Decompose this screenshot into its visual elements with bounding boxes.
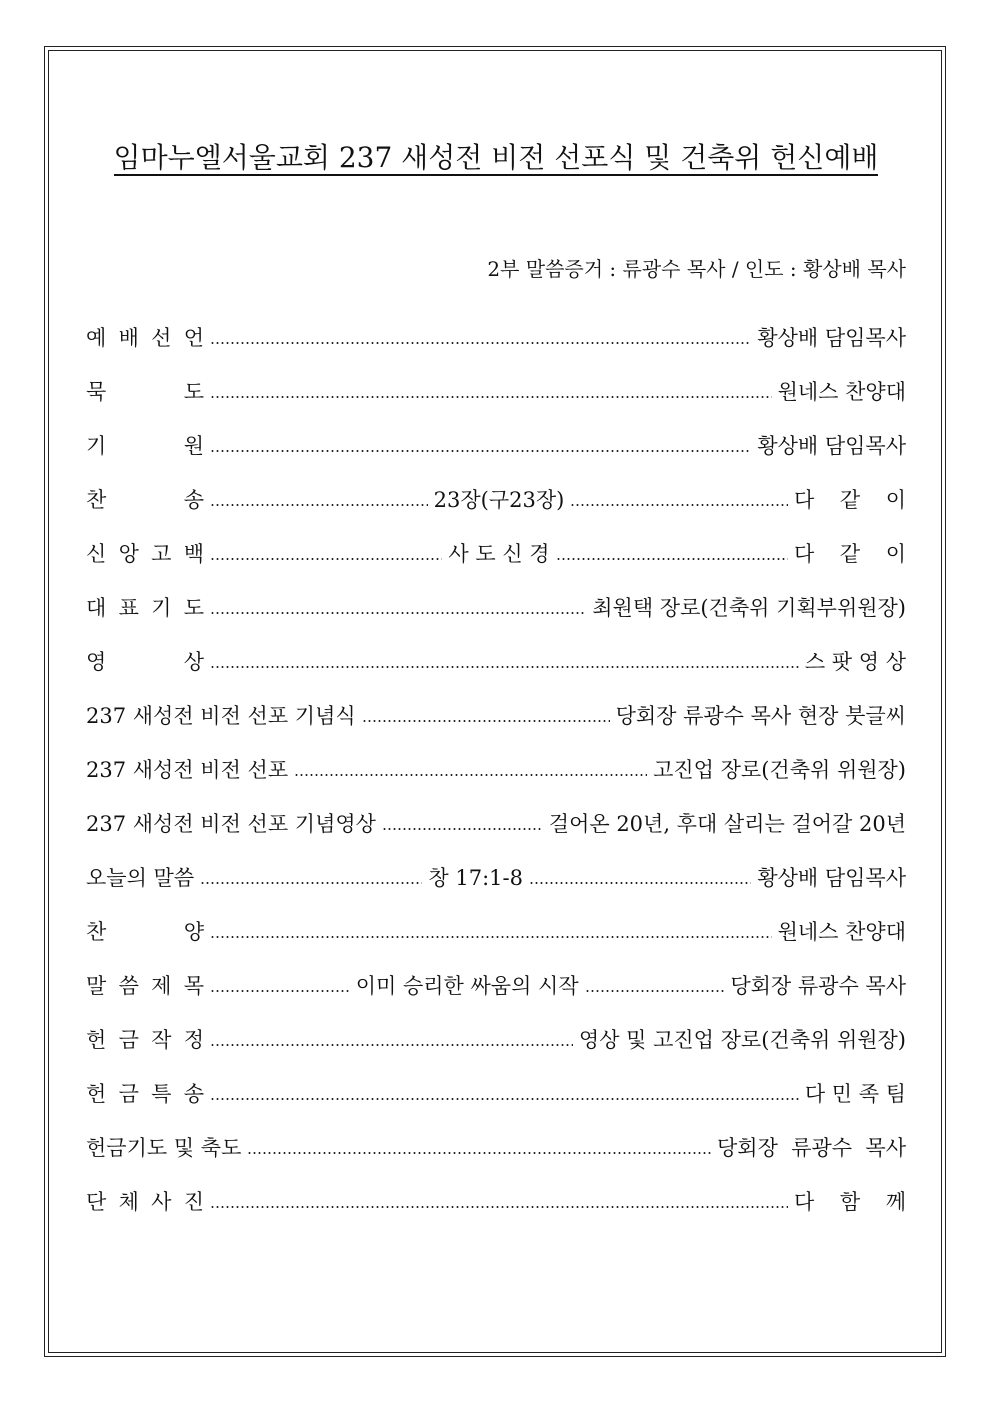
program-value: 고진업 장로(건축위 위원장) xyxy=(653,758,906,782)
label-char: 특 xyxy=(151,1082,172,1106)
dot-leader xyxy=(382,828,543,830)
program-item-todays-word xyxy=(86,858,906,898)
program-value: 황상배 담임목사 xyxy=(757,326,906,350)
dot-leader xyxy=(210,396,772,398)
program-detail: 창 17:1-8 xyxy=(428,866,523,890)
dot-leader xyxy=(210,666,799,668)
label-char: 작 xyxy=(151,1028,172,1052)
program-label xyxy=(86,426,204,466)
program-value: 다 같 이 xyxy=(793,542,916,566)
label-char: 금 xyxy=(118,1028,139,1052)
label-char: 기 xyxy=(151,596,172,620)
label-char: 금 xyxy=(118,1082,139,1106)
program-label: 237 새성전 비전 선포 기념식 xyxy=(86,704,356,728)
label-char: 씀 xyxy=(118,974,139,998)
dot-leader xyxy=(247,1152,711,1154)
program-item-vision-ceremony xyxy=(86,696,906,736)
label-char: 언 xyxy=(183,326,204,350)
program-value: 황상배 담임목사 xyxy=(757,434,906,458)
program-value: 최원택 장로(건축위 기획부위원장) xyxy=(592,596,906,620)
program-value: 원네스 찬양대 xyxy=(777,380,906,404)
program-item-sermon-title xyxy=(86,966,906,1006)
program-label xyxy=(86,642,204,682)
program-label xyxy=(86,966,204,1006)
dot-leader xyxy=(529,882,751,884)
dot-leader xyxy=(200,882,422,884)
program-label: 오늘의 말씀 xyxy=(86,866,195,890)
label-char: 송 xyxy=(183,1082,204,1106)
program-item-worship-declaration xyxy=(86,318,906,358)
label-char: 단 xyxy=(86,1190,107,1214)
label-char: 대 xyxy=(86,596,107,620)
program-item-video xyxy=(86,642,906,682)
label-char: 송 xyxy=(183,488,204,512)
program-value: 원네스 찬양대 xyxy=(777,920,906,944)
program-label: 237 새성전 비전 선포 xyxy=(86,758,289,782)
program-value: 당회장 류광수 목사 현장 붓글씨 xyxy=(615,704,906,728)
label-char: 배 xyxy=(118,326,139,350)
program-label xyxy=(86,372,204,412)
program-detail: 23장(구23장) xyxy=(433,488,565,512)
dot-leader xyxy=(210,1098,799,1100)
program-value: 다 같 이 xyxy=(793,488,916,512)
program-item-silent-prayer xyxy=(86,372,906,412)
dot-leader xyxy=(210,342,751,344)
label-char: 선 xyxy=(151,326,172,350)
label-char: 헌 xyxy=(86,1082,107,1106)
label-char: 표 xyxy=(118,596,139,620)
label-char: 기 xyxy=(86,434,107,458)
program-label xyxy=(86,1020,204,1060)
program-label xyxy=(86,912,204,952)
program-label xyxy=(86,1182,204,1222)
label-char: 진 xyxy=(183,1190,204,1214)
program-item-vision-video xyxy=(86,804,906,844)
dot-leader xyxy=(210,450,751,452)
program-value: 다 함 께 xyxy=(793,1190,916,1214)
label-char: 정 xyxy=(183,1028,204,1052)
label-char: 목 xyxy=(183,974,204,998)
label-char: 신 xyxy=(86,542,107,566)
program-detail: 사 도 신 경 xyxy=(448,542,550,566)
program-value: 당회장 류광수 목사 xyxy=(717,1136,906,1160)
program-item-offering-special-song xyxy=(86,1074,906,1114)
label-char: 도 xyxy=(183,596,204,620)
program-item-representative-prayer xyxy=(86,588,906,628)
label-char: 고 xyxy=(151,542,172,566)
label-char: 예 xyxy=(86,326,107,350)
dot-leader xyxy=(210,1206,788,1208)
program-item-vision-declaration xyxy=(86,750,906,790)
label-char: 체 xyxy=(118,1190,139,1214)
document-title: 임마누엘서울교회 237 새성전 비전 선포식 및 건축위 헌신예배 xyxy=(113,141,879,174)
program-value: 스 팟 영 상 xyxy=(804,650,906,674)
program-item-offering-pledge xyxy=(86,1020,906,1060)
dot-leader xyxy=(556,558,788,560)
program-value: 영상 및 고진업 장로(건축위 위원장) xyxy=(578,1028,906,1052)
label-char: 도 xyxy=(183,380,204,404)
program-item-invocation xyxy=(86,426,906,466)
program-item-offering-prayer-benediction xyxy=(86,1128,906,1168)
dot-leader xyxy=(570,504,788,506)
label-char: 헌 xyxy=(86,1028,107,1052)
program-label xyxy=(86,588,204,628)
dot-leader xyxy=(210,1044,573,1046)
label-char: 백 xyxy=(183,542,204,566)
program-label xyxy=(86,1074,204,1114)
program-item-praise xyxy=(86,912,906,952)
label-char: 묵 xyxy=(86,380,107,404)
dot-leader xyxy=(362,720,610,722)
program-label: 237 새성전 비전 선포 기념영상 xyxy=(86,812,376,836)
dot-leader xyxy=(210,558,442,560)
label-char: 제 xyxy=(151,974,172,998)
program-label xyxy=(86,534,204,574)
program-value: 황상배 담임목사 xyxy=(757,866,906,890)
dot-leader xyxy=(210,936,772,938)
program-value: 걸어온 20년, 후대 살리는 걸어갈 20년 xyxy=(548,812,906,836)
program-item-group-photo xyxy=(86,1182,916,1222)
label-char: 원 xyxy=(183,434,204,458)
program-label xyxy=(86,480,204,520)
program-value: 다 민 족 팀 xyxy=(804,1082,906,1106)
dot-leader xyxy=(210,990,350,992)
label-char: 앙 xyxy=(118,542,139,566)
label-char: 사 xyxy=(151,1190,172,1214)
dot-leader xyxy=(210,504,428,506)
program-item-creed xyxy=(86,534,916,574)
program-detail: 이미 승리한 싸움의 시작 xyxy=(355,974,579,998)
label-char: 양 xyxy=(183,920,204,944)
dot-leader xyxy=(210,612,586,614)
label-char: 영 xyxy=(86,650,107,674)
label-char: 상 xyxy=(183,650,204,674)
dot-leader xyxy=(585,990,725,992)
service-leaders: 2부 말씀증거 : 류광수 목사 / 인도 : 황상배 목사 xyxy=(487,257,906,281)
program-item-hymn xyxy=(86,480,916,520)
label-char: 말 xyxy=(86,974,107,998)
program-value: 당회장 류광수 목사 xyxy=(730,974,906,998)
label-char: 찬 xyxy=(86,488,107,512)
program-label: 헌금기도 및 축도 xyxy=(86,1136,242,1160)
program-label xyxy=(86,318,204,358)
dot-leader xyxy=(294,774,647,776)
label-char: 찬 xyxy=(86,920,107,944)
